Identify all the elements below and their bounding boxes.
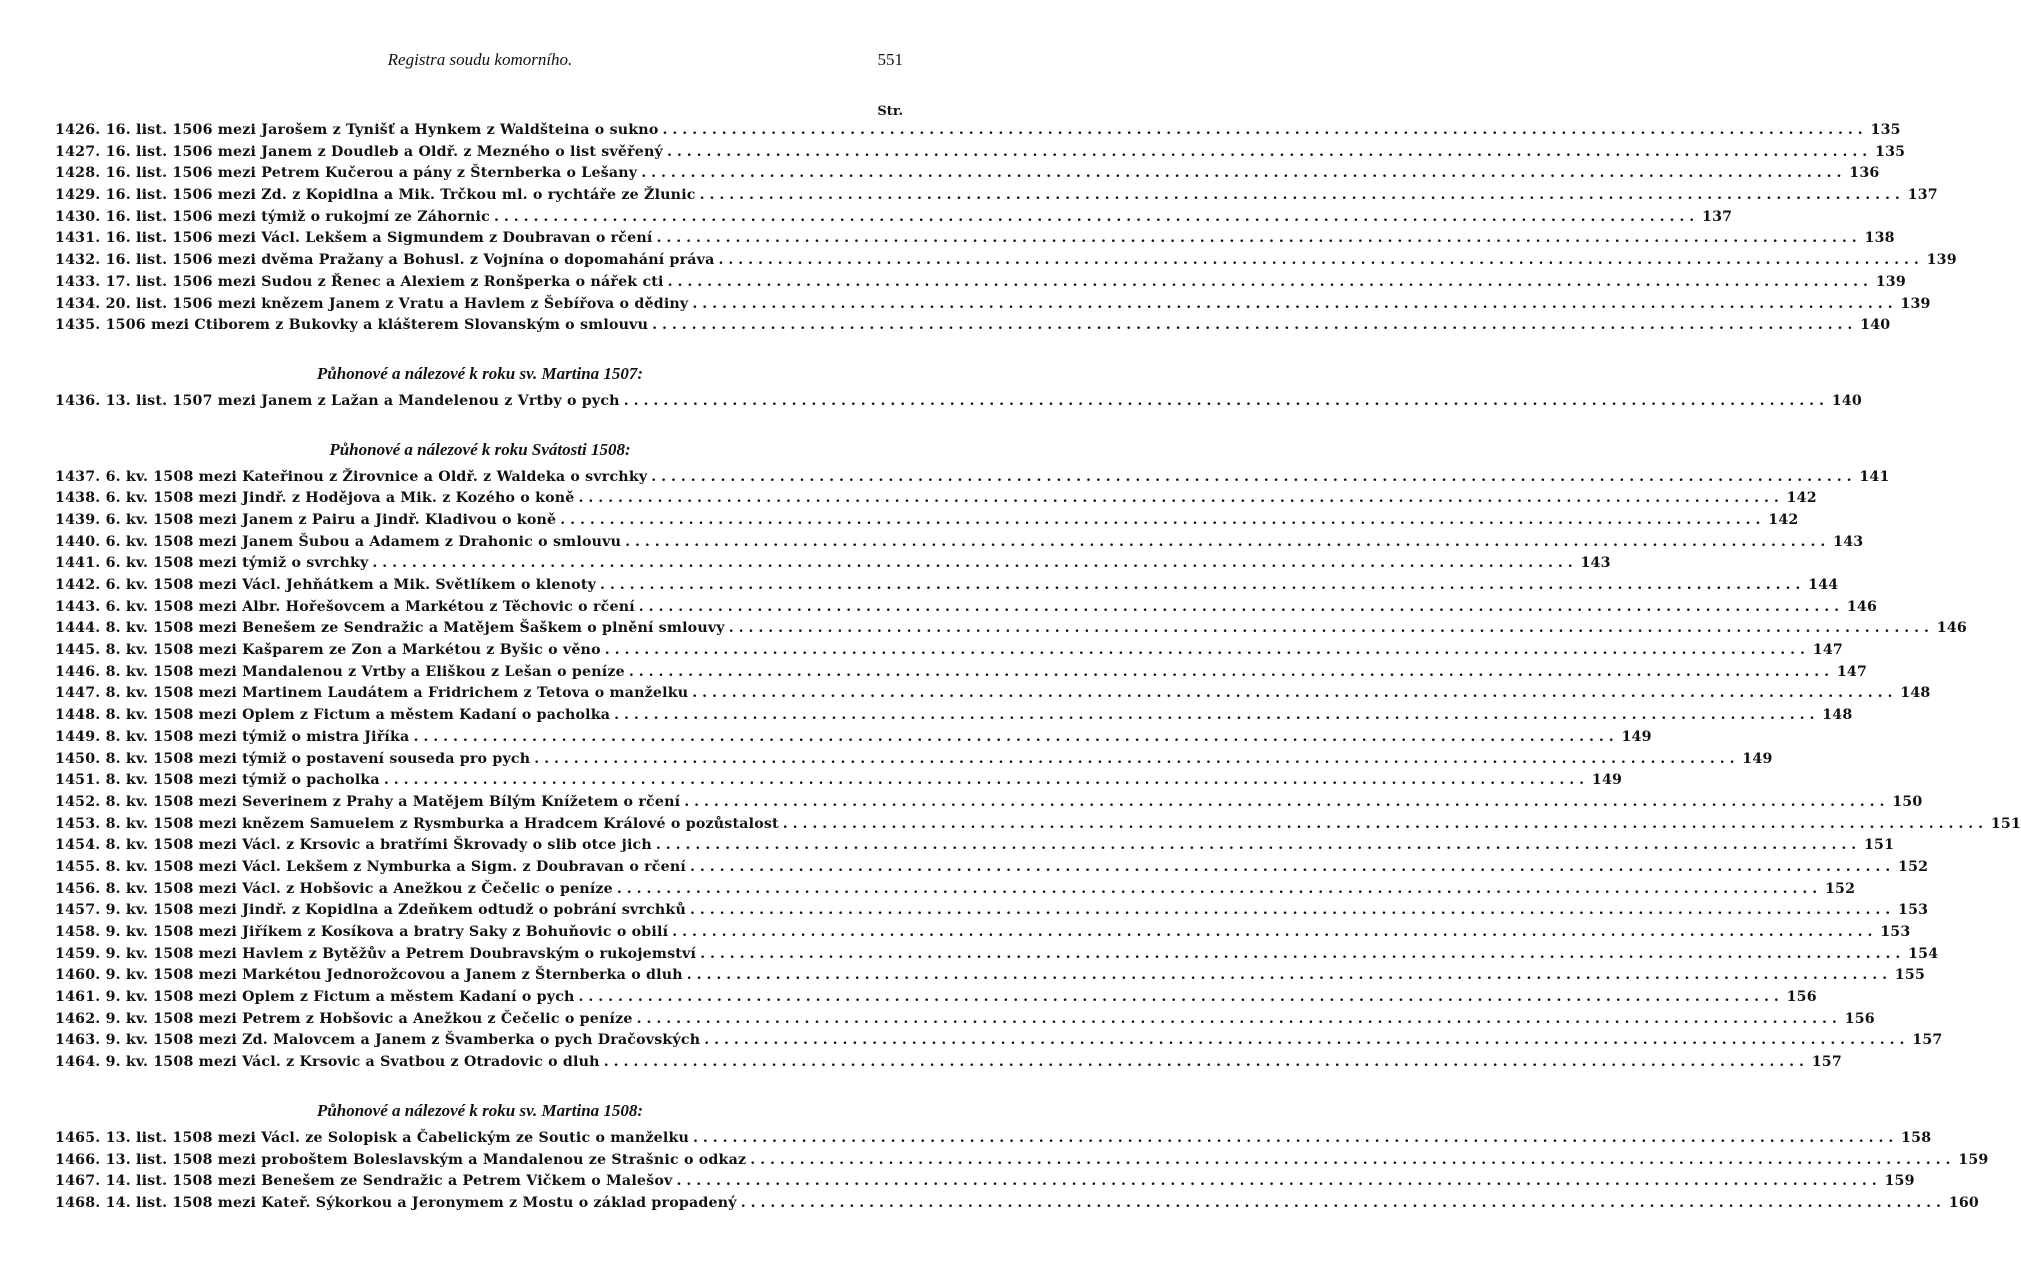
entry-page-number: 160 [1948,1194,1979,1211]
dot-leader [639,599,1839,615]
entry-page-number: 149 [1591,772,1623,789]
dot-leader [704,1032,1904,1048]
index-entry [55,468,1890,491]
entry-text: 1445. 8. kv. 1508 mezi Kašparem ze Zon a Markétou z Byšic o věno [55,642,601,659]
entry-page-number: 147 [1812,642,1843,659]
entry-text: 1438. 6. kv. 1508 mezi Jindř. z Hodějova a Mik. z Kozého o koně [55,490,575,507]
section-heading: Půhonové a nálezové k roku Svátosti 1508: [329,439,631,459]
entry-text: 1430. 16. list. 1506 mezi týmiž o rukojmí ze Záhornic [55,208,490,225]
entry-page-number: 136 [1849,165,1880,182]
entry-page-number: 142 [1786,490,1817,507]
register-index [55,122,2021,1217]
index-entry [55,663,1868,686]
dot-leader [617,881,1817,897]
entry-page-number: 146 [1936,620,1967,637]
entry-page-number: 143 [1580,555,1611,572]
dot-leader [692,685,1892,701]
entry-text: 1448. 8. kv. 1508 mezi Oplem z Fictum a městem Kadaní o pacholka [55,707,611,724]
index-entry [55,555,1611,577]
dot-leader [651,469,1851,485]
entry-page-number: 159 [1884,1173,1915,1190]
dot-leader [625,534,1825,550]
dot-leader [719,252,1919,268]
index-entry [55,685,1931,707]
entry-text: 1462. 9. kv. 1508 mezi Petrem z Hobšovic a Anežkou z Čečelic o peníze [55,1010,633,1027]
dot-leader [605,642,1805,658]
entry-text: 1436. 13. list. 1507 mezi Janem z Lažan a Mandelenou z Vrtby o pych [55,392,620,409]
dot-leader [700,946,1900,962]
page-number: 551 [877,50,903,69]
entry-text: 1442. 6. kv. 1508 mezi Václ. Jehňátkem a Mik. Světlíkem o klenoty [55,577,597,593]
entry-text: 1441. 6. kv. 1508 mezi týmiž o svrchky [55,555,369,572]
index-entry [55,750,1773,773]
entry-page-number: 139 [1900,295,1931,312]
page-column-label: Str. [877,104,903,119]
entry-text: 1432. 16. list. 1506 mezi dvěma Pražany a Bohusl. z Vojnína o dopomahání práva [55,252,715,269]
index-entry [55,392,1862,415]
dot-leader [372,555,1572,571]
entry-text: 1431. 16. list. 1506 mezi Václ. Lekšem a Sigmundem z Doubravan o rčení [55,230,653,247]
index-entry [55,642,1843,664]
entry-text: 1434. 20. list. 1506 mezi knězem Janem z Vratu a Havlem z Šebířova o dědiny [55,295,689,312]
dot-leader [384,772,1584,788]
entry-page-number: 157 [1811,1054,1842,1071]
index-entry [55,1151,1989,1174]
entry-text: 1449. 8. kv. 1508 mezi týmiž o mistra Jiříka [55,728,410,745]
dot-leader [656,230,1856,246]
index-entry [55,707,1853,729]
entry-text: 1454. 8. kv. 1508 mezi Václ. z Krsovic a bratřími Škrovady o slib otce jich [55,837,652,854]
entry-text: 1439. 6. kv. 1508 mezi Janem z Pairu a Jindř. Kladivou o koně [55,511,557,528]
entry-text: 1456. 8. kv. 1508 mezi Václ. z Hobšovic a Anežkou z Čečelic o peníze [55,880,613,897]
dot-leader [741,1195,1941,1211]
entry-text: 1447. 8. kv. 1508 mezi Martinem Laudátem a Fridrichem z Tetova o manželku [55,685,689,702]
dot-leader [629,664,1829,680]
index-entry [55,1054,1842,1076]
entry-text: 1444. 8. kv. 1508 mezi Benešem ze Sendražic a Matějem Šaškem o plnění smlouvy [55,620,725,637]
dot-leader [692,296,1892,312]
entry-text: 1463. 9. kv. 1508 mezi Zd. Malovcem a Janem z Švamberka o pych Dračovských [55,1032,701,1049]
index-entry [55,165,1880,187]
entry-page-number: 150 [1892,793,1923,810]
entry-text: 1450. 8. kv. 1508 mezi týmiž o postavení souseda pro pych [55,750,531,767]
dot-leader [652,317,1852,333]
dot-leader [690,902,1890,918]
dot-leader [579,989,1779,1005]
entry-page-number: 148 [1822,707,1853,724]
index-entry [55,837,1895,859]
entry-page-number: 139 [1926,252,1957,269]
index-entry [55,317,1891,339]
index-entry [55,208,1733,231]
dot-leader [690,859,1890,875]
index-entry [55,815,2021,838]
entry-text: 1466. 13. list. 1508 mezi proboštem Boleslavským a Mandalenou ze Strašnic o odkaz [55,1151,747,1168]
entry-text: 1426. 16. list. 1506 mezi Jarošem z Tynišť a Hynkem z Waldšteina o sukno [55,122,659,138]
dot-leader [667,144,1867,160]
index-entry [55,858,1929,881]
entry-page-number: 148 [1900,685,1931,702]
dot-leader [750,1152,1950,1168]
index-entry [55,598,1878,621]
entry-text: 1458. 9. kv. 1508 mezi Jiříkem z Kosíkova a bratry Saky z Bohuňovic o obilí [55,924,669,940]
entry-page-number: 159 [1958,1151,1989,1168]
dot-leader [494,209,1694,225]
index-entry [55,122,1901,144]
dot-leader [668,274,1868,290]
dot-leader [672,924,1872,940]
entry-page-number: 153 [1898,902,1929,919]
dot-leader [637,1011,1837,1027]
entry-text: 1452. 8. kv. 1508 mezi Severinem z Prahy a Matějem Bílým Knížetem o rčení [55,793,681,810]
document-page [55,40,2021,1217]
index-entry [55,273,1906,296]
dot-leader [687,967,1887,983]
dot-leader [614,707,1814,723]
dot-leader [641,165,1841,181]
entry-text: 1468. 14. list. 1508 mezi Kateř. Sýkorkou a Jeronymem z Mostu o základ propadený [55,1194,737,1211]
entry-page-number: 154 [1908,945,1939,962]
dot-leader [684,794,1884,810]
dot-leader [656,837,1856,853]
index-entry [55,945,1939,968]
entry-text: 1455. 8. kv. 1508 mezi Václ. Lekšem z Nymburka a Sigm. z Doubravan o rčení [55,858,686,875]
index-entry [55,902,1929,924]
entry-text: 1429. 16. list. 1506 mezi Zd. z Kopidlna a Mik. Trčkou ml. o rychtáře ze Žlunic [55,187,696,204]
entry-text: 1428. 16. list. 1506 mezi Petrem Kučerou a pány z Šternberka o Lešany [55,165,638,182]
entry-text: 1461. 9. kv. 1508 mezi Oplem z Fictum a městem Kadaní o pych [55,989,575,1006]
index-entry [55,620,1967,642]
entry-page-number: 142 [1768,511,1799,528]
index-entry [55,1194,1979,1217]
entry-page-number: 149 [1742,750,1773,767]
entry-text: 1435. 1506 mezi Ctiborem z Bukovky a klášterem Slovanským o smlouvu [55,317,649,334]
entry-page-number: 139 [1875,273,1906,290]
index-entry [55,490,1817,512]
entry-text: 1459. 9. kv. 1508 mezi Havlem z Bytěžův a Petrem Doubravským o rukojemství [55,945,697,962]
entry-page-number: 152 [1898,858,1929,875]
entry-page-number: 156 [1786,989,1817,1006]
dot-leader [662,122,1862,138]
section-heading: Půhonové a nálezové k roku sv. Martina 1508: [316,1100,644,1120]
entry-page-number: 151 [1990,815,2021,832]
entry-text: 1451. 8. kv. 1508 mezi týmiž o pacholka [55,772,380,789]
dot-leader [693,1130,1893,1146]
dot-leader [676,1173,1876,1189]
entry-text: 1433. 17. list. 1506 mezi Sudou z Řenec a Alexiem z Ronšperka o nářek cti [55,273,664,290]
entry-page-number: 146 [1846,598,1878,615]
entry-page-number: 149 [1621,728,1652,745]
entry-page-number: 152 [1824,880,1856,897]
dot-leader [624,393,1824,409]
index-entry [55,989,1817,1011]
entry-page-number: 144 [1808,577,1839,593]
entry-text: 1427. 16. list. 1506 mezi Janem z Doudleb a Oldř. z Mezného o list svěřený [55,143,663,160]
entry-page-number: 135 [1870,122,1901,138]
index-entry [55,511,1799,534]
entry-text: 1443. 6. kv. 1508 mezi Albr. Hořešovcem a Markétou z Těchovic o rčení [55,598,635,615]
dot-leader [729,620,1929,636]
entry-page-number: 135 [1875,143,1906,160]
dot-leader [534,751,1734,767]
index-entry [55,793,1923,816]
page-header [55,40,905,80]
index-entry [55,924,1911,946]
entry-page-number: 151 [1863,837,1895,854]
dot-leader [700,187,1900,203]
index-entry [55,880,1856,903]
index-entry [55,577,1839,599]
index-entry [55,533,1864,556]
entry-page-number: 137 [1702,208,1733,225]
index-entry [55,1010,1875,1033]
entry-text: 1467. 14. list. 1508 mezi Benešem ze Sendražic a Petrem Vičkem o Malešov [55,1173,673,1190]
entry-page-number: 140 [1831,392,1862,409]
entry-page-number: 155 [1894,967,1926,984]
entry-page-number: 140 [1860,317,1891,334]
entry-text: 1446. 8. kv. 1508 mezi Mandalenou z Vrtby a Eliškou z Lešan o peníze [55,663,625,680]
entry-page-number: 156 [1844,1010,1875,1027]
index-entry [55,1173,1915,1195]
index-entry [55,1129,1932,1152]
entry-page-number: 143 [1833,533,1864,550]
index-entry [55,1032,1943,1054]
entry-text: 1465. 13. list. 1508 mezi Václ. ze Solopisk a Čabelickým ze Soutic o manželku [55,1129,690,1146]
index-entry [55,967,1926,989]
dot-leader [600,577,1800,593]
index-entry [55,230,1895,252]
entry-text: 1457. 9. kv. 1508 mezi Jindř. z Kopidlna a Zdeňkem odtudž o pobrání svrchků [55,902,686,919]
entry-page-number: 137 [1907,187,1938,204]
dot-leader [560,512,1760,528]
index-entry [55,772,1623,794]
dot-leader [783,816,1983,832]
index-entry [55,728,1652,751]
section-heading: Půhonové a nálezové k roku sv. Martina 1507: [316,363,644,383]
entry-page-number: 141 [1859,468,1890,485]
entry-page-number: 158 [1901,1129,1932,1146]
entry-text: 1437. 6. kv. 1508 mezi Kateřinou z Žirovnice a Oldř. z Waldeka o svrchky [55,468,648,485]
dot-leader [413,729,1613,745]
entry-text: 1464. 9. kv. 1508 mezi Václ. z Krsovic a Svatbou z Otradovic o dluh [55,1054,600,1071]
index-entry [55,143,1906,166]
index-entry [55,187,1938,209]
index-entry [55,295,1931,318]
entry-page-number: 157 [1912,1032,1943,1049]
entry-page-number: 147 [1836,663,1868,680]
entry-text: 1460. 9. kv. 1508 mezi Markétou Jednorožcovou a Janem z Šternberka o dluh [55,967,683,984]
entry-page-number: 153 [1880,924,1911,940]
dot-leader [579,490,1779,506]
running-title: Registra soudu komorního. [387,50,573,69]
entry-text: 1453. 8. kv. 1508 mezi knězem Samuelem z Rysmburka a Hradcem Králové o pozůstalost [55,815,779,832]
entry-page-number: 138 [1864,230,1895,247]
entry-text: 1440. 6. kv. 1508 mezi Janem Šubou a Adamem z Drahonic o smlouvu [55,533,622,550]
index-entry [55,252,1957,274]
dot-leader [604,1054,1804,1070]
